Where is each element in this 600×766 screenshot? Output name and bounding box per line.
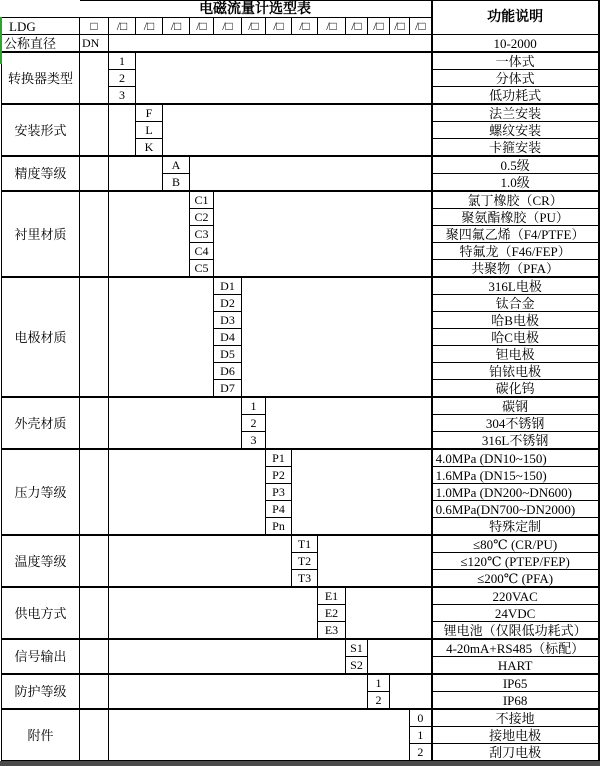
function-desc: 共聚物（PFA） [432,260,599,278]
category-label: 压力等级 [2,449,80,535]
empty-span [109,104,136,156]
code-slot: /□ [390,18,410,35]
option-code: P4 [266,501,292,518]
option-code: T2 [292,553,318,570]
option-code: D2 [214,295,242,312]
option-code: T1 [292,535,318,553]
option-code: E1 [318,587,346,605]
option-code: 2 [109,70,136,87]
category-label: 外壳材质 [2,397,80,449]
option-code: 1 [410,727,432,744]
empty-span [80,709,109,761]
function-desc: 1.0级 [432,174,599,192]
empty-span [242,277,432,397]
category-label: 衬里材质 [2,191,80,277]
option-code: Pn [266,518,292,536]
function-desc: 聚四氟乙烯（F4/PTFE） [432,226,599,243]
empty-span [80,674,109,709]
option-code: 3 [109,87,136,105]
option-code: 2 [368,692,390,710]
function-desc: 304不锈钢 [432,415,599,432]
empty-span [318,535,432,587]
empty-span [80,156,109,191]
function-desc: 低功耗式 [432,87,599,105]
empty-span [368,639,432,674]
function-desc: 碳化钨 [432,380,599,398]
code-slot: /□ [346,18,368,35]
empty-span [109,709,410,761]
empty-span [109,277,214,397]
option-code: P3 [266,484,292,501]
function-desc: 聚氨酯橡胶（PU） [432,209,599,226]
option-code: C1 [190,191,214,209]
function-desc: 1.0MPa (DN200~DN600) [432,484,599,501]
option-code: D5 [214,346,242,363]
function-desc: 4.0MPa (DN10~150) [432,449,599,467]
option-code: 1 [242,397,266,415]
option-code: S1 [346,639,368,657]
empty-span [109,191,190,277]
code-slot: /□ [292,18,318,35]
option-code: 1 [368,674,390,692]
empty-span [292,449,432,535]
empty-span [163,104,432,156]
empty-span [109,587,318,639]
code-slot: /□ [109,18,136,35]
empty-span [80,587,109,639]
function-desc: ≤120℃ (PTEP/FEP) [432,553,599,570]
empty-span [109,639,346,674]
option-code: E2 [318,605,346,622]
option-code: L [136,122,163,139]
option-code: C4 [190,243,214,260]
function-column-header: 功能说明 [432,1,599,35]
category-label: 附件 [2,709,80,761]
code-slot: /□ [163,18,190,35]
option-code: P1 [266,449,292,467]
empty-span [80,52,109,104]
code-slot: /□ [214,18,242,35]
function-desc: ≤80℃ (CR/PU) [432,535,599,553]
category-label: 安装形式 [2,104,80,156]
function-desc: ≤200℃ (PFA) [432,570,599,588]
function-desc: 24VDC [432,605,599,622]
category-label: 信号输出 [2,639,80,674]
option-code: F [136,104,163,122]
function-desc: 钛合金 [432,295,599,312]
empty-span [109,449,266,535]
function-desc: 特氟龙（F46/FEP） [432,243,599,260]
category-label: 温度等级 [2,535,80,587]
empty-span [80,191,109,277]
code-slot: /□ [242,18,266,35]
function-desc: 分体式 [432,70,599,87]
empty-span [390,674,432,709]
empty-span [80,397,109,449]
function-desc: 哈B电极 [432,312,599,329]
function-desc: 卡箍安装 [432,139,599,157]
table-bottom-border [0,761,600,766]
option-code: D7 [214,380,242,398]
function-desc: 一体式 [432,52,599,70]
function-desc: 碳钢 [432,397,599,415]
empty-span [80,277,109,397]
option-code: 3 [242,432,266,450]
row-label-dn: 公称直径 [2,35,80,53]
function-desc: 220VAC [432,587,599,605]
dn-code: DN [80,35,109,53]
empty-span [266,397,432,449]
option-code: 2 [242,415,266,432]
code-slot: /□ [410,18,432,35]
function-desc: 0.6MPa(DN700~DN2000) [432,501,599,518]
code-slot: /□ [136,18,163,35]
category-label: 供电方式 [2,587,80,639]
option-code: E3 [318,622,346,640]
category-label: 防护等级 [2,674,80,709]
code-slot: /□ [266,18,292,35]
function-desc: HART [432,657,599,675]
option-code: T3 [292,570,318,588]
scan-artifact-green-line [0,17,2,64]
corner-blank [2,1,80,18]
code-slot: /□ [318,18,346,35]
function-desc: 哈C电极 [432,329,599,346]
option-code: D6 [214,363,242,380]
empty-span [109,35,432,53]
empty-span [136,52,432,104]
empty-span [214,191,432,277]
function-desc: 刮刀电极 [432,744,599,761]
sheet-title: 电磁流量计选型表 [80,1,432,18]
empty-span [346,587,432,639]
option-code: B [163,174,190,192]
option-code: D4 [214,329,242,346]
function-desc: 氯丁橡胶（CR） [432,191,599,209]
function-desc: 特殊定制 [432,518,599,536]
empty-span [80,535,109,587]
code-slot-box: □ [80,18,109,35]
option-code: C2 [190,209,214,226]
option-code: D3 [214,312,242,329]
empty-span [190,156,432,191]
empty-span [80,104,109,156]
function-desc: 4-20mA+RS485（标配） [432,639,599,657]
option-code: D1 [214,277,242,295]
function-desc: IP68 [432,692,599,710]
option-code: A [163,156,190,174]
function-desc: 钽电极 [432,346,599,363]
function-desc: 法兰安装 [432,104,599,122]
empty-span [109,535,292,587]
selection-table-grid [1,0,600,761]
empty-span [109,674,368,709]
option-code: K [136,139,163,157]
empty-span [109,397,242,449]
empty-span [109,156,163,191]
empty-span [80,449,109,535]
function-desc: 10-2000 [432,35,599,53]
function-desc: 不接地 [432,709,599,727]
option-code: C3 [190,226,214,243]
code-slot: /□ [190,18,214,35]
option-code: S2 [346,657,368,675]
category-label: 精度等级 [2,156,80,191]
empty-span [80,639,109,674]
option-code: 2 [410,744,432,761]
model-prefix-label: LDG [2,18,80,35]
function-desc: IP65 [432,674,599,692]
category-label: 转换器类型 [2,52,80,104]
function-desc: 螺纹安装 [432,122,599,139]
option-code: P2 [266,467,292,484]
option-code: 1 [109,52,136,70]
function-desc: 316L不锈钢 [432,432,599,450]
function-desc: 1.6MPa (DN15~150) [432,467,599,484]
function-desc: 铂铱电极 [432,363,599,380]
function-desc: 接地电极 [432,727,599,744]
function-desc: 0.5级 [432,156,599,174]
function-desc: 316L电极 [432,277,599,295]
category-label: 电极材质 [2,277,80,397]
function-desc: 锂电池（仅限低功耗式） [432,622,599,640]
code-slot: /□ [368,18,390,35]
option-code: 0 [410,709,432,727]
option-code: C5 [190,260,214,278]
